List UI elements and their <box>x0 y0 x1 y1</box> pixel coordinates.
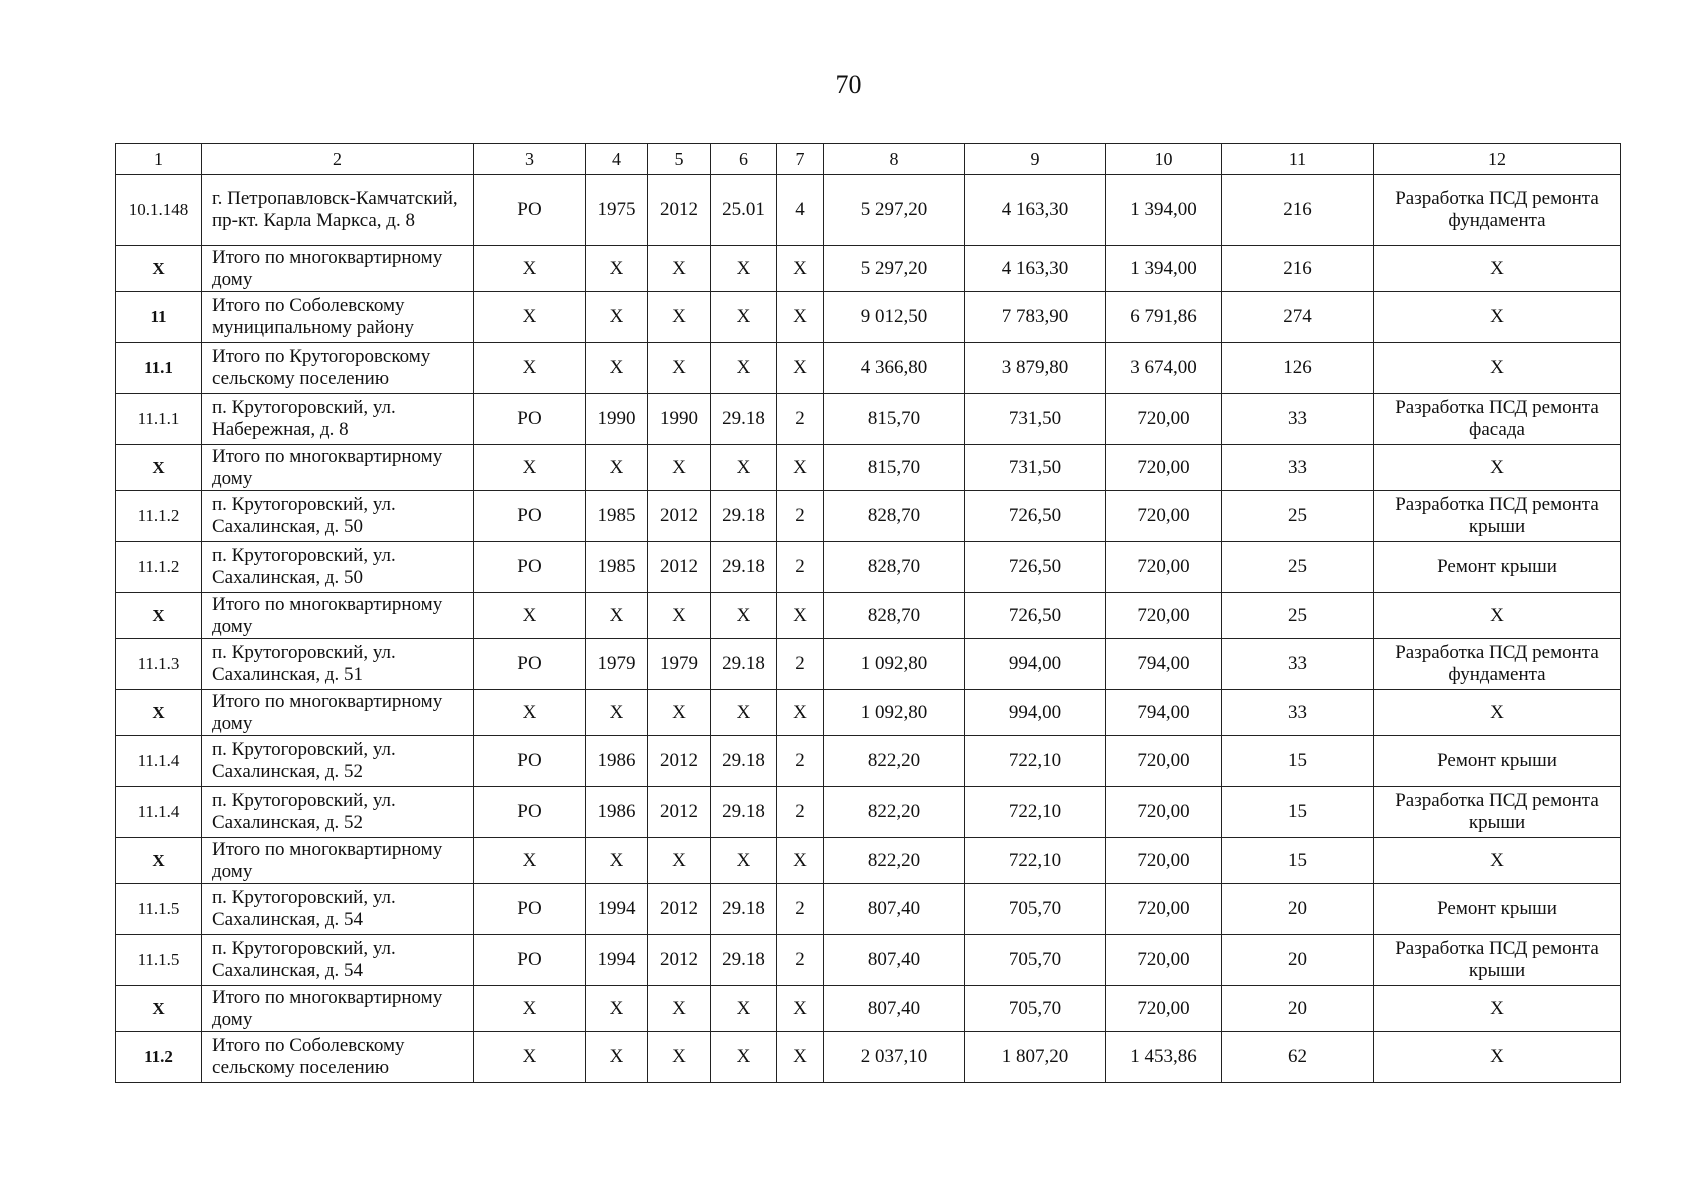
table-cell: Х <box>777 690 824 736</box>
table-cell: 705,70 <box>965 935 1106 986</box>
table-cell: 20 <box>1222 884 1374 935</box>
table-cell: 2 <box>777 935 824 986</box>
table-cell: Итого по многоквартирному дому <box>202 593 474 639</box>
table-cell: 705,70 <box>965 884 1106 935</box>
table-cell: Х <box>777 593 824 639</box>
table-cell: 126 <box>1222 343 1374 394</box>
table-cell: 1979 <box>648 639 711 690</box>
table-cell: Х <box>711 690 777 736</box>
table-cell: 1 394,00 <box>1106 175 1222 246</box>
table-cell: РО <box>474 787 586 838</box>
table-cell: 3 674,00 <box>1106 343 1222 394</box>
table-cell: 1 807,20 <box>965 1032 1106 1083</box>
table-cell: Х <box>1374 593 1621 639</box>
table-row <box>116 445 1621 491</box>
table-cell: 25.01 <box>711 175 777 246</box>
table-cell: 1986 <box>586 736 648 787</box>
table-cell: 11.1.2 <box>116 542 202 593</box>
table-cell: 1975 <box>586 175 648 246</box>
table-cell: 33 <box>1222 445 1374 491</box>
table-cell: п. Крутогоровский, ул. Сахалинская, д. 54 <box>202 935 474 986</box>
table-cell: 2 <box>777 787 824 838</box>
table-cell: Х <box>586 343 648 394</box>
table-cell: 731,50 <box>965 445 1106 491</box>
table-cell: Х <box>711 986 777 1032</box>
table-cell: Х <box>777 445 824 491</box>
table-cell: 2 <box>777 394 824 445</box>
table-cell: 11.1.2 <box>116 491 202 542</box>
table-cell: 11.1.5 <box>116 884 202 935</box>
table-cell: Х <box>1374 986 1621 1032</box>
table-cell: Разработка ПСД ремонта фасада <box>1374 394 1621 445</box>
table-cell: Х <box>648 690 711 736</box>
table-cell: Разработка ПСД ремонта фундамента <box>1374 175 1621 246</box>
table-cell: Х <box>1374 838 1621 884</box>
table-cell: Х <box>586 445 648 491</box>
table-cell: 25 <box>1222 491 1374 542</box>
table-cell: 1 394,00 <box>1106 246 1222 292</box>
column-header: 5 <box>648 144 711 175</box>
table-cell: 2 <box>777 491 824 542</box>
table-cell: п. Крутогоровский, ул. Сахалинская, д. 50 <box>202 542 474 593</box>
column-header: 6 <box>711 144 777 175</box>
column-header: 12 <box>1374 144 1621 175</box>
table-cell: Х <box>648 292 711 343</box>
column-header: 11 <box>1222 144 1374 175</box>
table-cell: 33 <box>1222 639 1374 690</box>
table-cell: 720,00 <box>1106 394 1222 445</box>
table-cell: 2 <box>777 884 824 935</box>
table-cell: Разработка ПСД ремонта крыши <box>1374 491 1621 542</box>
table-cell: 1986 <box>586 787 648 838</box>
table-cell: 720,00 <box>1106 787 1222 838</box>
table-cell: Х <box>1374 1032 1621 1083</box>
table-cell: 2012 <box>648 491 711 542</box>
table-cell: 807,40 <box>824 986 965 1032</box>
table-cell: Х <box>474 343 586 394</box>
table-cell: 720,00 <box>1106 491 1222 542</box>
table-body <box>116 144 1621 1083</box>
table-cell: 62 <box>1222 1032 1374 1083</box>
table-row <box>116 343 1621 394</box>
table-cell: Х <box>116 246 202 292</box>
table-cell: 33 <box>1222 690 1374 736</box>
table-cell: Разработка ПСД ремонта крыши <box>1374 935 1621 986</box>
table-cell: Х <box>777 343 824 394</box>
table-cell: 274 <box>1222 292 1374 343</box>
table-cell: 25 <box>1222 542 1374 593</box>
table-cell: Х <box>1374 246 1621 292</box>
table-cell: 815,70 <box>824 445 965 491</box>
table-cell: Х <box>586 1032 648 1083</box>
table-row <box>116 935 1621 986</box>
table-cell: Итого по Соболевскому муниципальному району <box>202 292 474 343</box>
table-cell: Ремонт крыши <box>1374 736 1621 787</box>
table-cell: 2012 <box>648 542 711 593</box>
table-cell: 29.18 <box>711 639 777 690</box>
table-cell: Х <box>1374 690 1621 736</box>
column-header: 8 <box>824 144 965 175</box>
table-cell: 29.18 <box>711 884 777 935</box>
table-row <box>116 690 1621 736</box>
table-cell: РО <box>474 175 586 246</box>
table-cell: 216 <box>1222 246 1374 292</box>
table-cell: 828,70 <box>824 593 965 639</box>
table-cell: 2 <box>777 542 824 593</box>
table-cell: Разработка ПСД ремонта крыши <box>1374 787 1621 838</box>
table-cell: 15 <box>1222 736 1374 787</box>
table-cell: 1 092,80 <box>824 690 965 736</box>
table-cell: 3 879,80 <box>965 343 1106 394</box>
table-cell: Х <box>586 246 648 292</box>
table-cell: Х <box>777 838 824 884</box>
table-cell: 33 <box>1222 394 1374 445</box>
table-cell: 29.18 <box>711 787 777 838</box>
table-cell: Х <box>711 343 777 394</box>
table-cell: 11.1.4 <box>116 736 202 787</box>
table-cell: 4 163,30 <box>965 246 1106 292</box>
table-row <box>116 394 1621 445</box>
table-cell: 15 <box>1222 787 1374 838</box>
table-cell: Х <box>648 445 711 491</box>
table-cell: РО <box>474 542 586 593</box>
table-cell: 2012 <box>648 787 711 838</box>
table-cell: Х <box>777 246 824 292</box>
table-cell: 4 366,80 <box>824 343 965 394</box>
table-row <box>116 246 1621 292</box>
table-cell: 722,10 <box>965 838 1106 884</box>
table-row <box>116 838 1621 884</box>
table-cell: 2012 <box>648 935 711 986</box>
table-cell: Х <box>711 1032 777 1083</box>
table-cell: 815,70 <box>824 394 965 445</box>
table-cell: Х <box>116 690 202 736</box>
column-header: 7 <box>777 144 824 175</box>
table-cell: 1994 <box>586 935 648 986</box>
table-cell: 722,10 <box>965 736 1106 787</box>
table-cell: 11.1.5 <box>116 935 202 986</box>
table-cell: 216 <box>1222 175 1374 246</box>
table-cell: Х <box>474 593 586 639</box>
table-cell: 2 037,10 <box>824 1032 965 1083</box>
table-cell: 29.18 <box>711 736 777 787</box>
table-cell: Х <box>1374 292 1621 343</box>
table-cell: Х <box>586 838 648 884</box>
table-cell: 11.1.3 <box>116 639 202 690</box>
table-cell: 2012 <box>648 736 711 787</box>
page-number: 70 <box>835 70 862 99</box>
table-cell: п. Крутогоровский, ул. Сахалинская, д. 50 <box>202 491 474 542</box>
column-header: 2 <box>202 144 474 175</box>
table-cell: Х <box>474 986 586 1032</box>
table-cell: Х <box>586 292 648 343</box>
table-cell: 1985 <box>586 491 648 542</box>
table-cell: 2 <box>777 736 824 787</box>
table-cell: Х <box>474 292 586 343</box>
table-cell: Итого по Соболевскому сельскому поселению <box>202 1032 474 1083</box>
table-cell: 807,40 <box>824 935 965 986</box>
table-cell: 720,00 <box>1106 542 1222 593</box>
table-cell: п. Крутогоровский, ул. Набережная, д. 8 <box>202 394 474 445</box>
table-cell: 20 <box>1222 935 1374 986</box>
table-cell: 11.1.4 <box>116 787 202 838</box>
table-cell: Х <box>1374 445 1621 491</box>
table-row <box>116 1032 1621 1083</box>
table-cell: 828,70 <box>824 491 965 542</box>
table-cell: 1994 <box>586 884 648 935</box>
table-cell: Х <box>586 986 648 1032</box>
table-cell: Х <box>777 986 824 1032</box>
table-cell: 10.1.148 <box>116 175 202 246</box>
table-cell: 722,10 <box>965 787 1106 838</box>
table-cell: 1985 <box>586 542 648 593</box>
table-cell: 720,00 <box>1106 736 1222 787</box>
table-row <box>116 639 1621 690</box>
column-header: 3 <box>474 144 586 175</box>
table-cell: 1990 <box>586 394 648 445</box>
table-cell: 994,00 <box>965 639 1106 690</box>
table-cell: 29.18 <box>711 542 777 593</box>
table-cell: РО <box>474 884 586 935</box>
table-row <box>116 787 1621 838</box>
table-cell: Х <box>777 1032 824 1083</box>
table-cell: Х <box>648 986 711 1032</box>
table-cell: РО <box>474 394 586 445</box>
table-row <box>116 736 1621 787</box>
table-cell: п. Крутогоровский, ул. Сахалинская, д. 52 <box>202 736 474 787</box>
table-cell: Разработка ПСД ремонта фундамента <box>1374 639 1621 690</box>
column-header: 9 <box>965 144 1106 175</box>
table-cell: 828,70 <box>824 542 965 593</box>
table-cell: Х <box>777 292 824 343</box>
table-cell: Х <box>648 246 711 292</box>
table-cell: 807,40 <box>824 884 965 935</box>
table-cell: Х <box>1374 343 1621 394</box>
column-header: 4 <box>586 144 648 175</box>
table-cell: 720,00 <box>1106 445 1222 491</box>
table-cell: РО <box>474 935 586 986</box>
table-cell: Х <box>116 445 202 491</box>
table-cell: Х <box>474 690 586 736</box>
table-cell: 11.1 <box>116 343 202 394</box>
table-cell: 720,00 <box>1106 838 1222 884</box>
table-cell: Итого по многоквартирному дому <box>202 246 474 292</box>
table-cell: Итого по многоквартирному дому <box>202 445 474 491</box>
table-cell: Х <box>711 246 777 292</box>
table-cell: 726,50 <box>965 491 1106 542</box>
table-cell: 2012 <box>648 884 711 935</box>
table-cell: Х <box>711 445 777 491</box>
table-cell: Х <box>711 593 777 639</box>
table-cell: Х <box>648 593 711 639</box>
table-cell: РО <box>474 736 586 787</box>
table-cell: Х <box>474 1032 586 1083</box>
table-cell: 794,00 <box>1106 639 1222 690</box>
table-cell: 822,20 <box>824 787 965 838</box>
table-cell: 1990 <box>648 394 711 445</box>
table-cell: 720,00 <box>1106 986 1222 1032</box>
table-cell: Итого по многоквартирному дому <box>202 986 474 1032</box>
table-cell: 7 783,90 <box>965 292 1106 343</box>
table-cell: 720,00 <box>1106 935 1222 986</box>
table-cell: 29.18 <box>711 935 777 986</box>
table-cell: Х <box>116 593 202 639</box>
column-header: 10 <box>1106 144 1222 175</box>
table-cell: 11.1.1 <box>116 394 202 445</box>
table-cell: 2 <box>777 639 824 690</box>
table-cell: 9 012,50 <box>824 292 965 343</box>
table-cell: 29.18 <box>711 491 777 542</box>
table-cell: Ремонт крыши <box>1374 884 1621 935</box>
table-row <box>116 593 1621 639</box>
table-cell: 1979 <box>586 639 648 690</box>
table-cell: 994,00 <box>965 690 1106 736</box>
table-cell: Х <box>711 292 777 343</box>
table-cell: 822,20 <box>824 736 965 787</box>
table-cell: 794,00 <box>1106 690 1222 736</box>
table-cell: 6 791,86 <box>1106 292 1222 343</box>
table-cell: п. Крутогоровский, ул. Сахалинская, д. 51 <box>202 639 474 690</box>
table-cell: 4 <box>777 175 824 246</box>
table-cell: Х <box>648 1032 711 1083</box>
table-cell: 11.2 <box>116 1032 202 1083</box>
table-cell: Х <box>648 343 711 394</box>
table-cell: РО <box>474 639 586 690</box>
table-cell: 822,20 <box>824 838 965 884</box>
table-cell: Итого по Крутогоровскому сельскому поселению <box>202 343 474 394</box>
table-cell: Итого по многоквартирному дому <box>202 838 474 884</box>
table-cell: 726,50 <box>965 593 1106 639</box>
table-cell: 1 453,86 <box>1106 1032 1222 1083</box>
table-row <box>116 491 1621 542</box>
table-cell: 726,50 <box>965 542 1106 593</box>
data-table <box>115 143 1621 1083</box>
table-cell: Х <box>586 593 648 639</box>
column-header: 1 <box>116 144 202 175</box>
header-row <box>116 144 1621 175</box>
table-cell: Х <box>474 445 586 491</box>
table-cell: 705,70 <box>965 986 1106 1032</box>
table-cell: Х <box>586 690 648 736</box>
table-cell: Х <box>116 838 202 884</box>
table-cell: 731,50 <box>965 394 1106 445</box>
table-cell: Ремонт крыши <box>1374 542 1621 593</box>
table-cell: Х <box>474 246 586 292</box>
table-cell: Х <box>711 838 777 884</box>
table-cell: Х <box>474 838 586 884</box>
table-cell: п. Крутогоровский, ул. Сахалинская, д. 52 <box>202 787 474 838</box>
table-cell: 4 163,30 <box>965 175 1106 246</box>
table-cell: 1 092,80 <box>824 639 965 690</box>
table-cell: Х <box>648 838 711 884</box>
table-cell: 29.18 <box>711 394 777 445</box>
table-cell: 15 <box>1222 838 1374 884</box>
table-cell: г. Петропавловск-Камчатский, пр-кт. Карла Маркса, д. 8 <box>202 175 474 246</box>
table-row <box>116 292 1621 343</box>
table-row <box>116 542 1621 593</box>
table-cell: 720,00 <box>1106 593 1222 639</box>
table-row <box>116 986 1621 1032</box>
table-cell: 720,00 <box>1106 884 1222 935</box>
table-cell: 5 297,20 <box>824 175 965 246</box>
table-row <box>116 884 1621 935</box>
table-cell: 20 <box>1222 986 1374 1032</box>
table-cell: 5 297,20 <box>824 246 965 292</box>
table-cell: Х <box>116 986 202 1032</box>
table-cell: 25 <box>1222 593 1374 639</box>
table-cell: Итого по многоквартирному дому <box>202 690 474 736</box>
table-cell: п. Крутогоровский, ул. Сахалинская, д. 54 <box>202 884 474 935</box>
table-cell: РО <box>474 491 586 542</box>
table-row <box>116 175 1621 246</box>
table-cell: 11 <box>116 292 202 343</box>
table-cell: 2012 <box>648 175 711 246</box>
